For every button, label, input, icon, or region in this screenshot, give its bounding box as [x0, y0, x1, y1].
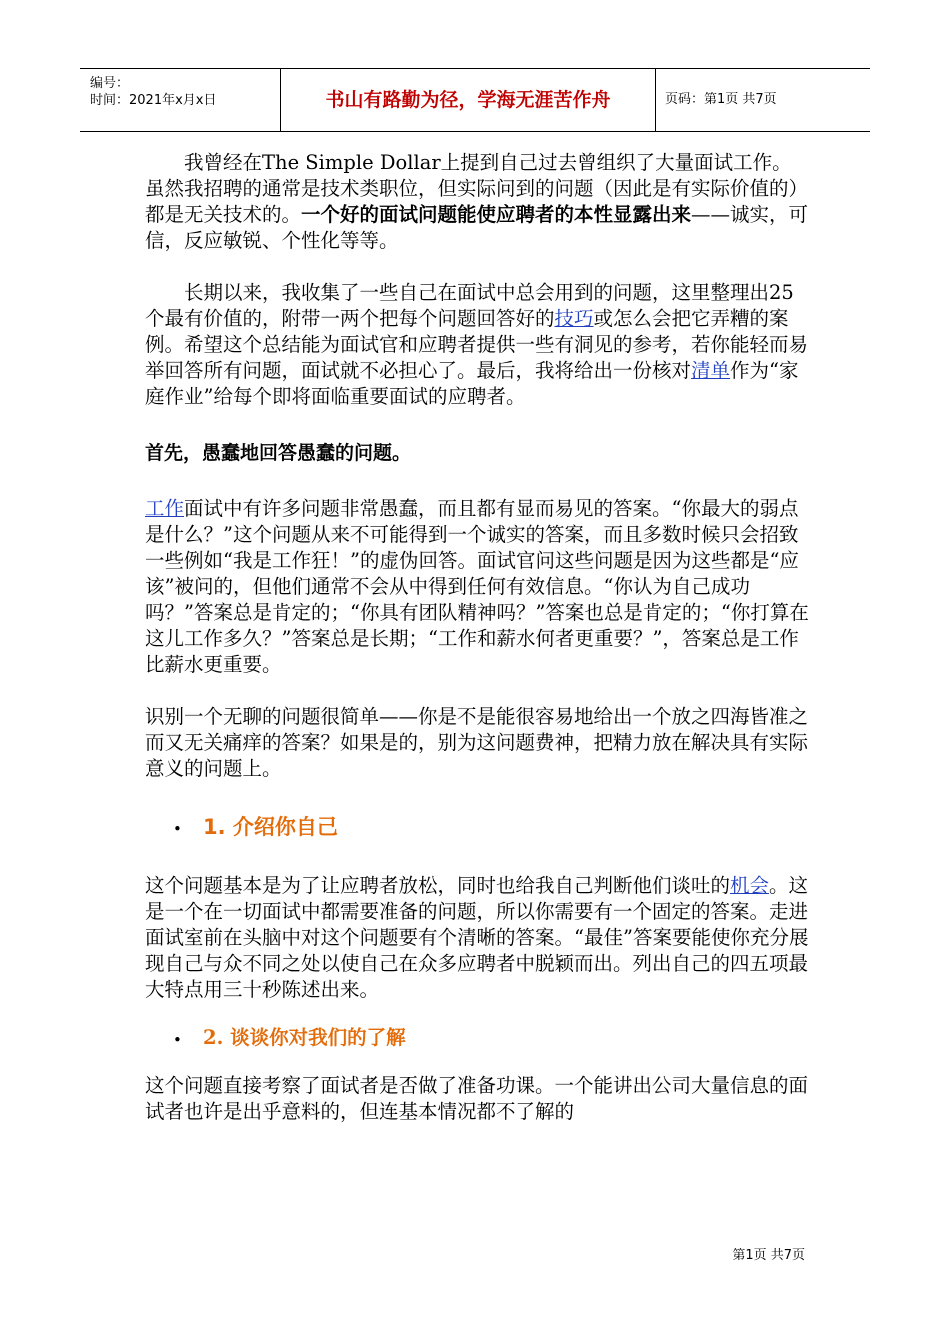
header-page-label: 页码：第1页 共7页	[665, 92, 777, 107]
paragraph-collection	[145, 280, 810, 410]
text: 我曾经在The Simple Dollar上提到自己过去曾组织了大量面试工作。虽然我招聘的通常是技术类职位，但实际问到的问题（因此是有实际价值的）都是无关技术的。	[145, 151, 809, 226]
question-item-1	[145, 814, 810, 841]
link-tips[interactable]: 技巧	[554, 307, 594, 330]
header-divider	[280, 69, 281, 131]
text: ——诚实，可信，反应敏锐、个性化等等。	[145, 203, 809, 252]
question-title: 1. 介绍你自己	[203, 815, 338, 839]
header-motto: 书山有路勤为径，学海无涯苦作舟	[325, 89, 611, 111]
paragraph-intro	[145, 150, 810, 254]
header-meta	[90, 75, 280, 109]
text: 面试中有许多问题非常愚蠢，而且都有显而易见的答案。“你最大的弱点是什么？”这个问题从来不可能得到一个诚实的答案，而且多数时候只会招致一些例如“我是工作狂！”的虚伪回答。面试官问这些问题是因为这些都是“应该”被问的，但他们通常不会从中得到任何有效信息。“你认为自己成功吗？”答案总是肯定的；“你具有团队精神吗？”答案也总是肯定的；“你打算在这儿工作多久？”答案总是长期；“工作和薪水何者更重要？”，答案总是工作比薪水更重要。	[145, 497, 809, 676]
time-label: 时间：2021年x月x日	[90, 93, 217, 108]
link-job[interactable]: 工作	[145, 497, 185, 520]
number-label: 编号：	[90, 76, 130, 91]
bold-text: 一个好的面试问题能使应聘者的本性显露出来	[301, 203, 692, 226]
bullet-icon: •	[173, 820, 182, 838]
question-item-2	[145, 1025, 810, 1051]
text: 这个问题基本是为了让应聘者放松，同时也给我自己判断他们谈吐的	[145, 874, 731, 897]
bullet-icon: •	[173, 1031, 182, 1049]
paragraph-q1-answer	[145, 873, 810, 1003]
question-title: 2. 谈谈你对我们的了解	[203, 1026, 406, 1049]
paragraph-identify: 识别一个无聊的问题很简单——你是不是能很容易地给出一个放之四海皆准之而又无关痛痒的答案？如果是的，别为这问题费神，把精力放在解决具有实际意义的问题上。	[145, 705, 809, 780]
page-header	[80, 68, 870, 132]
text: 作为“家庭作业”给每个即将面临重要面试的应聘者。	[145, 359, 799, 408]
text: 长期以来，我收集了一些自己在面试中总会用到的问题，这里整理出25个最有价值的，附带一两个把每个问题回答好的	[145, 281, 794, 330]
link-checklist[interactable]: 清单	[691, 359, 731, 382]
section-heading: 首先，愚蠢地回答愚蠢的问题。	[145, 442, 412, 464]
document-body	[145, 150, 810, 1125]
header-divider	[655, 69, 656, 131]
paragraph-q2-answer: 这个问题直接考察了面试者是否做了准备功课。一个能讲出公司大量信息的面试者也许是出乎意料的，但连基本情况都不了解的	[145, 1074, 809, 1123]
text: 或怎么会把它弄糟的案例。希望这个总结能为面试官和应聘者提供一些有洞见的参考，若你能轻而易举回答所有问题，面试就不必担心了。最后，我将给出一份核对	[145, 307, 809, 382]
link-chance[interactable]: 机会	[730, 874, 770, 897]
paragraph-stupid-questions	[145, 496, 810, 678]
text: 。这是一个在一切面试中都需要准备的问题，所以你需要有一个固定的答案。走进面试室前在头脑中对这个问题要有个清晰的答案。“最佳”答案要能使你充分展现自己与众不同之处以使自己在众多应聘者中脱颖而出。列出自己的四五项最大特点用三十秒陈述出来。	[145, 874, 809, 1001]
page-footer: 第1页 共7页	[732, 1248, 805, 1263]
